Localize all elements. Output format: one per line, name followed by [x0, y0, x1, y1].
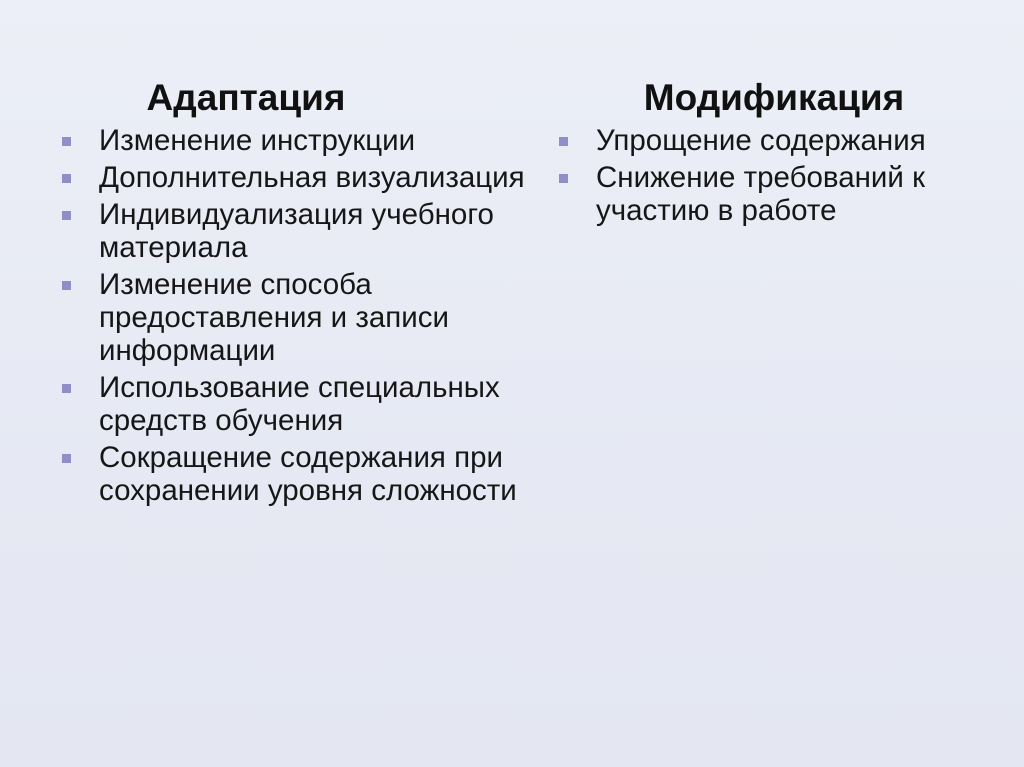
- adaptation-heading: Адаптация: [146, 77, 346, 118]
- list-item-text: Упрощение содержания: [596, 124, 926, 157]
- square-bullet-icon: [62, 454, 71, 463]
- square-bullet-icon: [62, 174, 71, 183]
- list-item-text: Дополнительная визуализация: [99, 161, 525, 194]
- square-bullet-icon: [62, 281, 71, 290]
- list-item: [58, 124, 528, 157]
- list-item: [58, 268, 528, 367]
- square-bullet-icon: [559, 137, 568, 146]
- modification-list: [555, 124, 1005, 227]
- list-item: [58, 371, 528, 437]
- list-item: [58, 441, 528, 507]
- list-item: [58, 161, 528, 194]
- list-item: [58, 198, 528, 264]
- square-bullet-icon: [62, 137, 71, 146]
- list-item-text: Использование специальных средств обучения: [99, 371, 500, 437]
- list-item: [555, 124, 1005, 157]
- list-item-text: Изменение способа предоставления и записи информации: [99, 268, 449, 367]
- modification-heading: Модификация: [643, 77, 905, 118]
- square-bullet-icon: [559, 174, 568, 183]
- square-bullet-icon: [62, 384, 71, 393]
- adaptation-list: [58, 124, 528, 507]
- list-item-text: Сокращение содержания при сохранении уровня сложности: [99, 441, 517, 507]
- list-item-text: Изменение инструкции: [99, 124, 416, 157]
- adaptation-column: [58, 74, 528, 511]
- square-bullet-icon: [62, 211, 71, 220]
- list-item: [555, 161, 1005, 227]
- modification-column: [555, 74, 1005, 231]
- list-item-text: Снижение требований к участию в работе: [596, 161, 925, 227]
- list-item-text: Индивидуализация учебного материала: [99, 198, 494, 264]
